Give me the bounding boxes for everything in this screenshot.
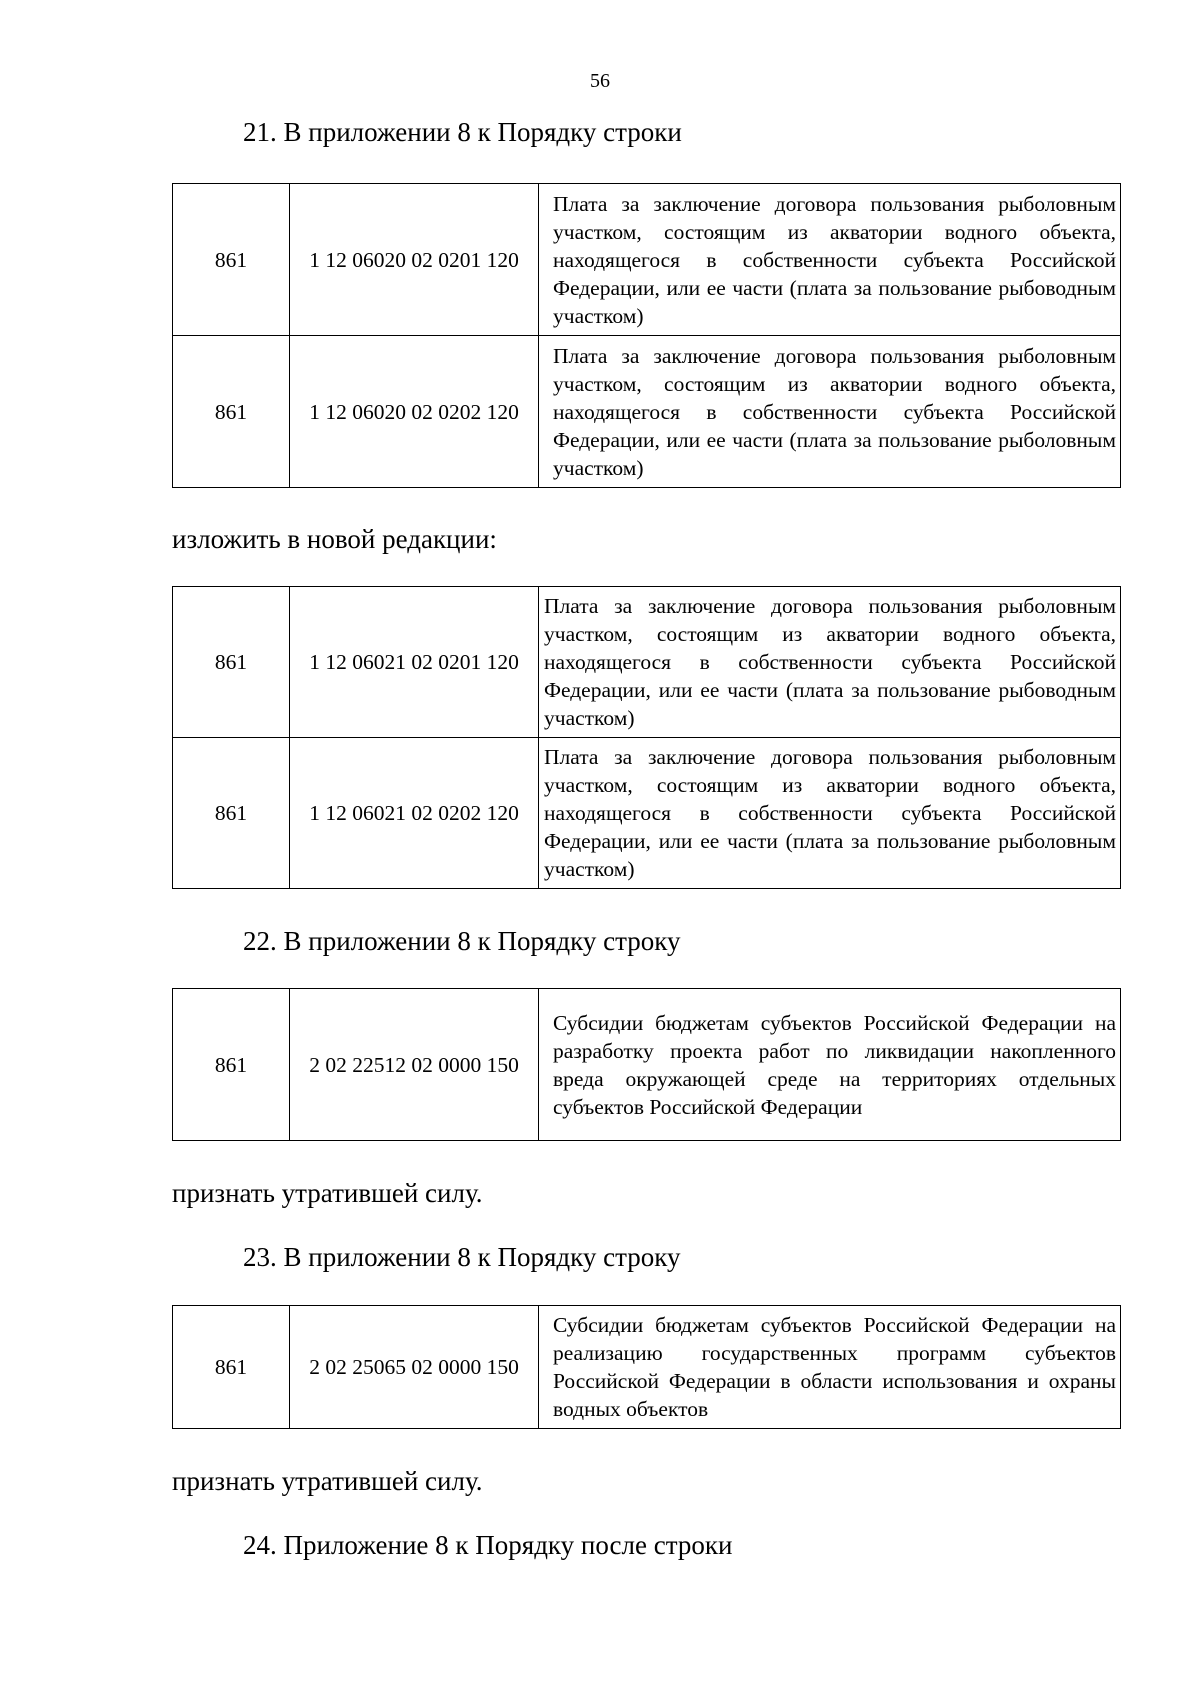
section-22-heading: 22. В приложении 8 к Порядку строку: [243, 926, 681, 956]
income-name-cell: Субсидии бюджетам субъектов Российской Федерации на разработку проекта работ по ликвидации накопленного вреда окружающей среде на территориях отдельных субъектов Российской Федерации: [539, 989, 1121, 1141]
table-new-rows: [172, 586, 1121, 889]
budget-code-cell: 2 02 25065 02 0000 150: [290, 1306, 539, 1429]
admin-code-cell: 861: [173, 1306, 290, 1429]
table-row: [173, 184, 1121, 336]
admin-code-cell: 861: [173, 336, 290, 488]
admin-code-cell: 861: [173, 738, 290, 889]
income-name-cell: Плата за заключение договора пользования рыболовным участком, состоящим из акватории водного объекта, находящегося в собственности субъекта Российской Федерации, или ее части (плата за пользование рыбоводным участком): [539, 587, 1121, 738]
income-name-cell: Плата за заключение договора пользования рыболовным участком, состоящим из акватории водного объекта, находящегося в собственности субъекта Российской Федерации, или ее части (плата за пользование рыболовным участком): [539, 336, 1121, 488]
admin-code-cell: 861: [173, 184, 290, 336]
income-name-cell: Плата за заключение договора пользования рыболовным участком, состоящим из акватории водного объекта, находящегося в собственности субъекта Российской Федерации, или ее части (плата за пользование рыболовным участком): [539, 738, 1121, 889]
table-row: [173, 587, 1121, 738]
budget-code-cell: 1 12 06021 02 0201 120: [290, 587, 539, 738]
budget-code-cell: 2 02 22512 02 0000 150: [290, 989, 539, 1141]
admin-code-cell: 861: [173, 989, 290, 1141]
section-24-heading: 24. Приложение 8 к Порядку после строки: [243, 1530, 733, 1560]
table-old-rows: [172, 183, 1121, 488]
admin-code-cell: 861: [173, 587, 290, 738]
section-21-instruction: изложить в новой редакции:: [172, 524, 497, 554]
section-21-heading: 21. В приложении 8 к Порядку строки: [243, 117, 682, 147]
table-row: [173, 989, 1121, 1141]
budget-code-cell: 1 12 06020 02 0202 120: [290, 336, 539, 488]
section-23-heading: 23. В приложении 8 к Порядку строку: [243, 1242, 681, 1272]
table-row: [173, 1306, 1121, 1429]
income-name-cell: Субсидии бюджетам субъектов Российской Федерации на реализацию государственных программ субъектов Российской Федерации в области использования и охраны водных объектов: [539, 1306, 1121, 1429]
table-section-22: [172, 988, 1121, 1141]
budget-code-cell: 1 12 06020 02 0201 120: [290, 184, 539, 336]
income-name-cell: Плата за заключение договора пользования рыболовным участком, состоящим из акватории водного объекта, находящегося в собственности субъекта Российской Федерации, или ее части (плата за пользование рыбоводным участком): [539, 184, 1121, 336]
page-number: 56: [590, 70, 610, 92]
budget-code-cell: 1 12 06021 02 0202 120: [290, 738, 539, 889]
table-row: [173, 738, 1121, 889]
section-22-instruction: признать утратившей силу.: [172, 1178, 483, 1208]
table-section-23: [172, 1305, 1121, 1429]
table-row: [173, 336, 1121, 488]
section-23-instruction: признать утратившей силу.: [172, 1466, 483, 1496]
